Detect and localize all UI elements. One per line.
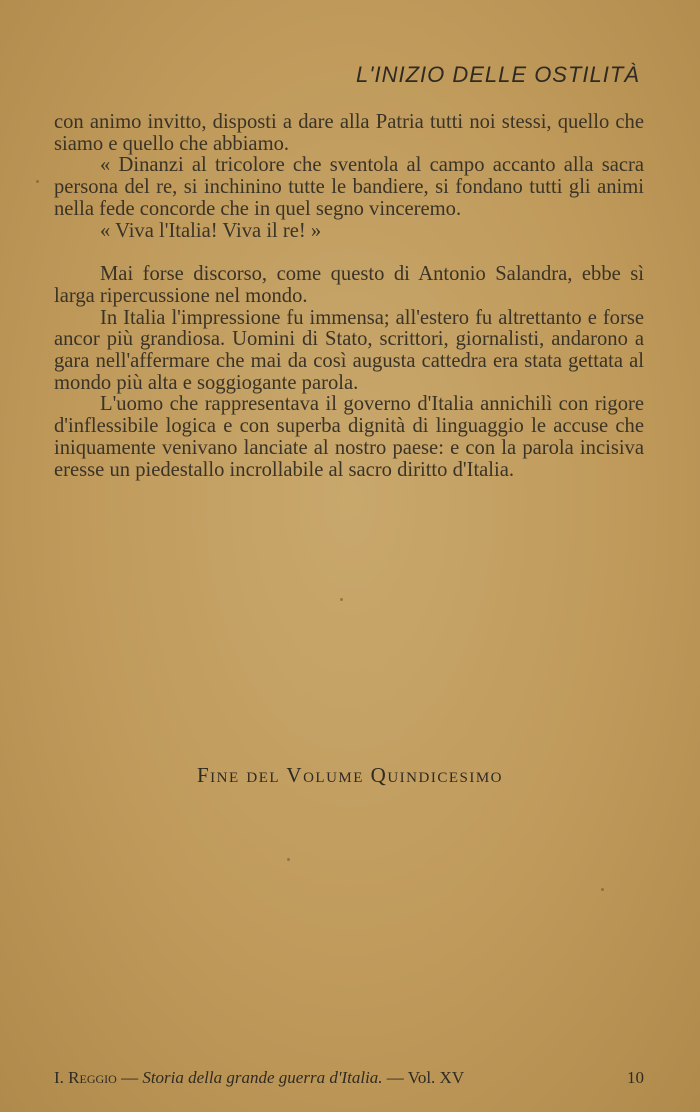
footer-dash: —	[121, 1068, 139, 1087]
paragraph-quote: « Dinanzi al tricolore che sventola al campo accanto alla sacra persona del re, si inchinino tutte le bandiere, si fondano tutti gli animi nella fede concorde che in quel segno vinceremo.	[54, 154, 644, 220]
paper-speck	[340, 598, 343, 601]
footer-dash: —	[386, 1068, 404, 1087]
running-header: L'INIZIO DELLE OSTILITÀ	[356, 62, 640, 87]
footer-book-title: Storia della grande guerra d'Italia.	[142, 1068, 383, 1087]
volume-end-notice: Fine del Volume Quindicesimo	[196, 763, 504, 787]
paper-speck	[36, 180, 39, 183]
paragraph-continuation: con animo invitto, disposti a dare alla Patria tutti noi stessi, quello che siamo e quello che abbiamo.	[54, 111, 644, 155]
footer-author: I. Reggio	[54, 1068, 117, 1087]
paragraph-discorso: Mai forse discorso, come questo di Antonio Salandra, ebbe sì larga ripercussione nel mondo.	[54, 263, 644, 307]
body-text	[54, 112, 644, 481]
paragraph-governo: L'uomo che rappresentava il governo d'Italia annichilì con rigore d'inflessibile logica e con superba dignità di linguaggio le accuse che iniquamente venivano lanciate al nostro paese: e con la parola incisiva eresse un piedestallo incrollabile al sacro diritto d'Italia.	[54, 393, 644, 481]
paper-speck	[601, 888, 604, 891]
page-number: 10	[627, 1068, 644, 1087]
footer-volume: Vol. XV	[407, 1068, 465, 1087]
paper-speck	[287, 858, 290, 861]
paragraph-impressione: In Italia l'impressione fu immensa; all'estero fu altrettanto e forse ancor più grandiosa. Uomini di Stato, scrittori, giornalisti, andarono a gara nell'affermare che mai da così augusta cattedra era stata gettata al mondo più alta e soggiogante parola.	[54, 306, 644, 394]
paragraph-exclamation: « Viva l'Italia! Viva il re! »	[100, 219, 322, 242]
page-footer	[54, 1068, 644, 1088]
